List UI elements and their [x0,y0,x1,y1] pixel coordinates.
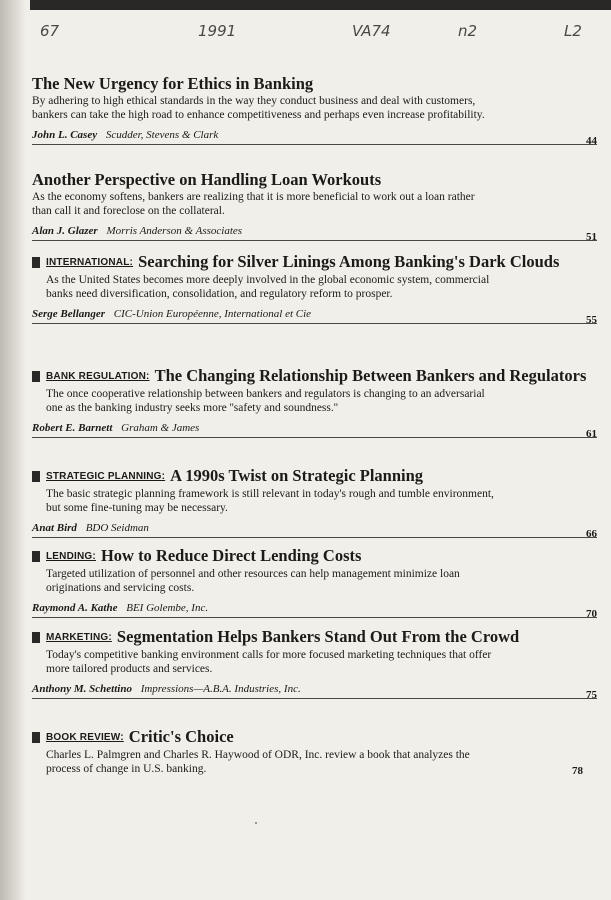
toc-entry [32,252,597,324]
page-number: 70 [586,608,597,620]
article-heading [46,466,597,486]
byline [32,129,597,145]
article-description: Targeted utilization of personnel and other resources can help management minimize loan originations and servicing costs. [46,568,460,594]
toc-entry [32,74,597,145]
article-heading [46,546,597,566]
article-description: The basic strategic planning framework is still relevant in today's rough and tumble environment, but some fine-tuning may be necessary. [46,488,494,514]
section-marker [32,371,40,382]
article-heading [46,252,597,272]
article-title: A 1990s Twist on Strategic Planning [170,466,424,485]
section-tag: STRATEGIC PLANNING: [46,471,166,482]
section-tag: MARKETING: [46,632,112,643]
section-marker [32,732,40,743]
article-description: As the United States becomes more deeply involved in the global economic system, commercial banks need diversification, consolidation, and regulatory reform to prosper. [46,274,490,300]
byline [32,522,597,538]
article-heading [46,366,597,386]
byline [32,683,597,699]
handwritten-note: 1991 [198,22,237,40]
author-name: Alan J. Glazer [32,225,98,237]
page-number: 61 [586,428,597,440]
paper-speck [255,822,257,824]
byline [32,308,597,324]
handwritten-note: VA74 [352,22,391,40]
byline [32,602,597,618]
section-marker [32,257,40,268]
author-affiliation: BDO Seidman [85,522,149,534]
page-number: 55 [586,314,597,326]
author-affiliation: Impressions—A.B.A. Industries, Inc. [140,683,301,695]
author-name: John L. Casey [32,129,98,141]
page-number: 78 [572,765,583,777]
author-affiliation: Morris Anderson & Associates [106,225,243,237]
section-marker [32,551,40,562]
article-title: The New Urgency for Ethics in Banking [32,74,314,93]
handwritten-note: L2 [564,22,582,40]
page-number: 44 [586,135,597,147]
author-affiliation: CIC-Union Européenne, International et Cie [113,308,312,320]
handwritten-note: n2 [458,22,478,40]
article-title: How to Reduce Direct Lending Costs [100,546,362,565]
author-affiliation: Scudder, Stevens & Clark [105,129,219,141]
toc-entry [32,546,597,618]
author-name: Raymond A. Kathe [32,602,118,614]
toc-entry [32,627,597,699]
section-marker [32,632,40,643]
toc-entry [32,170,597,241]
page-number: 75 [586,689,597,701]
author-name: Anthony M. Schettino [32,683,132,695]
article-description: Today's competitive banking environment calls for more focused marketing techniques that offer more tailored products and services. [46,649,492,675]
byline [32,422,597,438]
article-heading [46,627,597,647]
page-gutter-shadow [0,0,26,900]
article-title: Segmentation Helps Bankers Stand Out From the Crowd [116,627,520,646]
article-description: As the economy softens, bankers are realizing that it is more beneficial to work out a loan rather than call it and foreclose on the collateral. [32,191,475,217]
toc-entry [32,727,597,776]
page-number: 66 [586,528,597,540]
page-number: 51 [586,231,597,243]
byline [32,225,597,241]
toc-entry [32,466,597,538]
handwritten-note: 67 [40,22,60,40]
section-tag: INTERNATIONAL: [46,257,134,268]
section-marker [32,471,40,482]
article-description: The once cooperative relationship between bankers and regulators is changing to an adversarial one as the banking industry seeks more ''safety and soundness.'' [46,388,485,414]
author-name: Robert E. Barnett [32,422,113,434]
author-affiliation: Graham & James [121,422,200,434]
author-affiliation: BEI Golembe, Inc. [126,602,209,614]
article-description: By adhering to high ethical standards in the way they conduct business and deal with customers, bankers can take the high road to enhance competitiveness and perhaps even increase profitability. [32,95,485,121]
top-black-bar [30,0,611,10]
article-title: The Changing Relationship Between Bankers and Regulators [154,366,587,385]
author-name: Serge Bellanger [32,308,106,320]
article-title: Searching for Silver Linings Among Banking's Dark Clouds [138,252,560,271]
toc-entry [32,366,597,438]
author-name: Anat Bird [32,522,77,534]
article-title: Critic's Choice [128,727,234,746]
section-tag: BANK REGULATION: [46,371,150,382]
section-tag: LENDING: [46,551,96,562]
article-description: Charles L. Palmgren and Charles R. Haywood of ODR, Inc. review a book that analyzes the process of change in U.S. banking. [46,749,470,775]
article-title: Another Perspective on Handling Loan Workouts [32,170,382,189]
article-heading [46,727,597,747]
section-tag: BOOK REVIEW: [46,732,124,743]
